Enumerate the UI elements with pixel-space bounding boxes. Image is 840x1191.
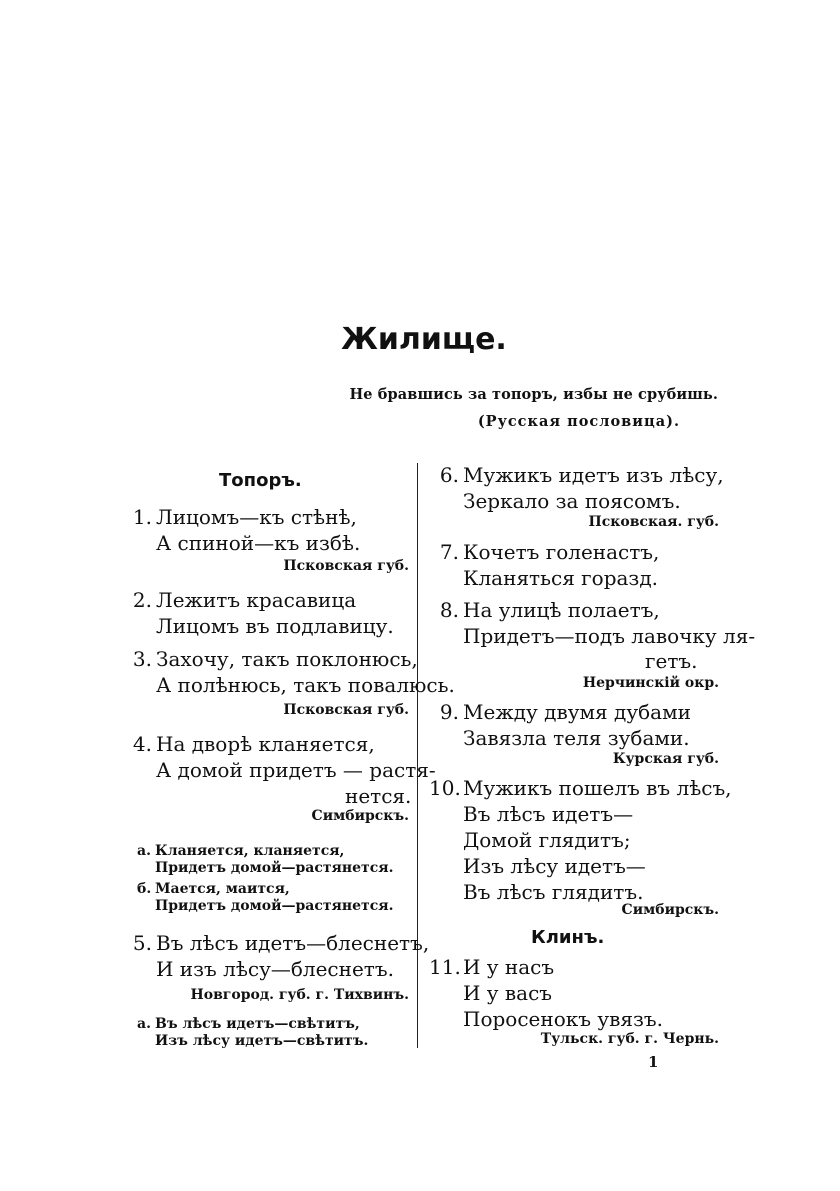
riddle-line: Изъ лѣсу идетъ— — [463, 854, 646, 878]
riddle-line: На улицѣ полаетъ, — [463, 598, 660, 622]
riddle-number: 8. — [439, 598, 459, 622]
riddle-number: 3. — [132, 647, 152, 671]
variant-line: Мается, маится, — [155, 881, 290, 897]
variant-line: Кланяется, кланяется, — [155, 843, 345, 859]
riddle-1 — [126, 504, 360, 556]
variant-line: Придетъ домой—растянется. — [155, 898, 394, 914]
riddle-source: Псковская губ. — [283, 702, 409, 718]
variant-label: а. — [137, 843, 151, 859]
section-heading-klin: Клинъ. — [531, 927, 605, 948]
riddle-line: И изъ лѣсу—блеснетъ. — [156, 957, 394, 981]
variant-line: Въ лѣсъ идетъ—свѣтитъ, — [155, 1016, 360, 1032]
riddle-line: А домой придетъ — растя- — [156, 758, 436, 782]
riddle-6 — [433, 462, 724, 514]
riddle-source: Курская губ. — [612, 751, 719, 767]
riddle-source: Псковская. губ. — [588, 514, 719, 530]
section-heading-topor: Топоръ. — [219, 470, 302, 491]
riddle-number: 10. — [429, 776, 461, 800]
riddle-number: 1. — [132, 505, 152, 529]
riddle-line: И у насъ — [463, 955, 555, 979]
riddle-line: Въ лѣсъ глядитъ. — [463, 880, 644, 904]
riddle-line: Зеркало за поясомъ. — [463, 489, 681, 513]
epigraph-source: (Русская пословица). — [477, 413, 680, 430]
riddle-number: 4. — [132, 732, 152, 756]
riddle-11 — [429, 954, 663, 1032]
variant-4a — [137, 843, 393, 877]
riddle-line: Въ лѣсъ идетъ— — [463, 802, 634, 826]
riddle-line: Между двумя дубами — [463, 700, 691, 724]
riddle-number: 7. — [439, 540, 459, 564]
riddle-line: Кочетъ голенастъ, — [463, 540, 660, 564]
riddle-2 — [126, 587, 394, 639]
riddle-line: На дворѣ кланяется, — [156, 732, 375, 756]
riddle-line: Мужикъ идетъ изъ лѣсу, — [463, 463, 724, 487]
riddle-4 — [126, 731, 436, 783]
variant-line: Изъ лѣсу идетъ—свѣтитъ. — [155, 1033, 369, 1049]
variant-5a — [137, 1016, 368, 1050]
riddle-line-continuation: гетъ. — [645, 649, 698, 673]
riddle-8 — [433, 597, 755, 649]
riddle-source: Симбирскъ. — [621, 902, 719, 918]
riddle-10 — [429, 775, 732, 905]
riddle-number: 5. — [132, 931, 152, 955]
riddle-line: Захочу, такъ поклонюсь, — [156, 647, 418, 671]
riddle-source: Тульск. губ. г. Чернь. — [540, 1031, 719, 1047]
variant-label: б. — [137, 881, 152, 897]
riddle-5 — [126, 930, 429, 982]
riddle-number: 2. — [132, 588, 152, 612]
riddle-line: Въ лѣсъ идетъ—блеснетъ, — [156, 931, 430, 955]
riddle-number: 9. — [439, 700, 459, 724]
riddle-7 — [433, 539, 659, 591]
variant-line: Придетъ домой—растянется. — [155, 860, 394, 876]
riddle-line: Домой глядитъ; — [463, 828, 631, 852]
riddle-line: А полѣнюсь, такъ повалюсь. — [156, 673, 455, 697]
riddle-3 — [126, 646, 455, 698]
riddle-source: Симбирскъ. — [311, 808, 409, 824]
riddle-line: Кланяться горазд. — [463, 566, 659, 590]
variant-4b — [137, 881, 393, 915]
riddle-source: Новгород. губ. г. Тихвинъ. — [190, 987, 409, 1003]
riddle-number: 6. — [439, 463, 459, 487]
riddle-line: Лицомъ въ подлавицу. — [156, 614, 394, 638]
riddle-line: А спиной—къ избѣ. — [156, 531, 361, 555]
riddle-line-continuation: нется. — [345, 784, 412, 808]
riddle-line: Придетъ—подъ лавочку ля- — [463, 624, 756, 648]
riddle-source: Псковская губ. — [283, 558, 409, 574]
riddle-line: Завязла теля зубами. — [463, 726, 690, 750]
riddle-source: Нерчинскій окр. — [582, 675, 719, 691]
page-title: Жилище. — [341, 322, 507, 357]
epigraph: Не бравшись за топоръ, избы не срубишь. — [349, 386, 718, 403]
page-number: 1 — [648, 1053, 659, 1071]
riddle-line: Лицомъ—къ стѣнѣ, — [156, 505, 357, 529]
riddle-line: Поросенокъ увязъ. — [463, 1007, 663, 1031]
riddle-line: Лежитъ красавица — [156, 588, 357, 612]
variant-label: а. — [137, 1016, 151, 1032]
riddle-9 — [433, 699, 691, 751]
riddle-line: И у васъ — [463, 981, 553, 1005]
riddle-line: Мужикъ пошелъ въ лѣсъ, — [463, 776, 732, 800]
riddle-number: 11. — [429, 955, 461, 979]
